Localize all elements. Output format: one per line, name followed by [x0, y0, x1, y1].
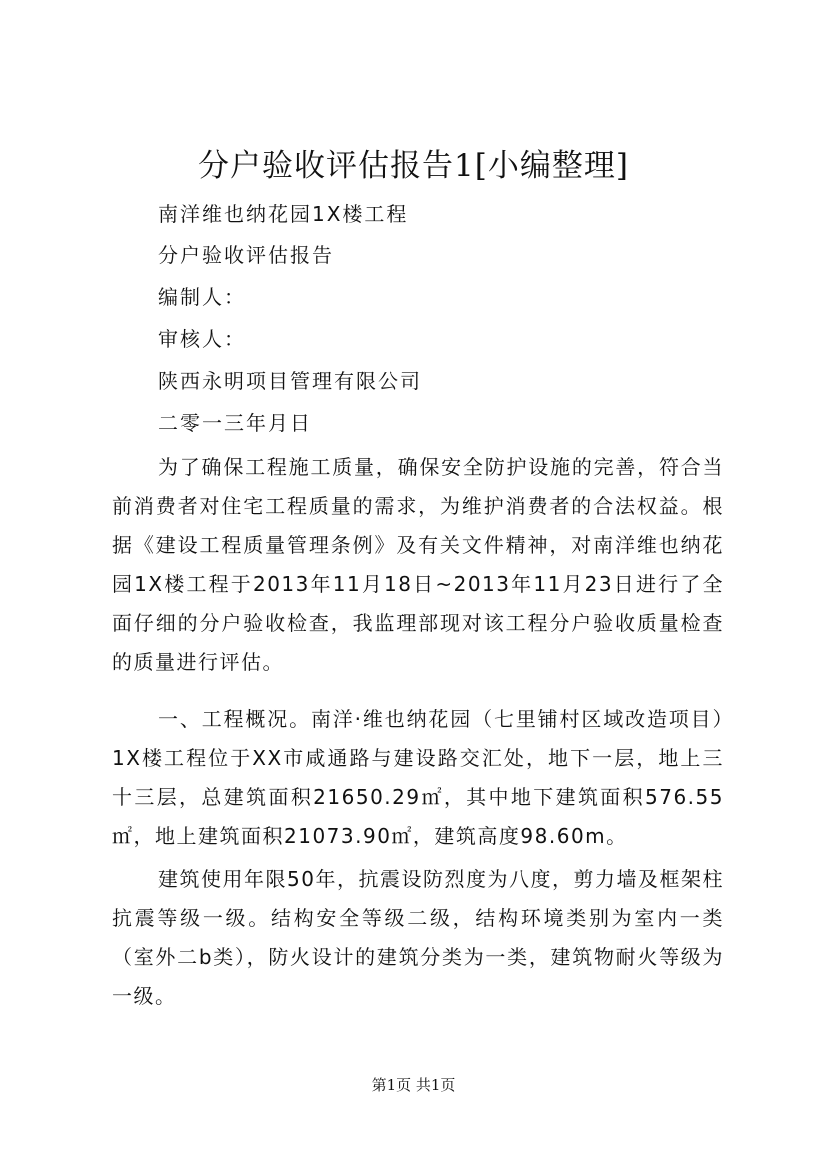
document-title: 分户验收评估报告1[小编整理] [198, 148, 629, 184]
report-name-line: 分户验收评估报告 [158, 243, 334, 267]
page-footer: 第1页 共1页 [371, 1076, 456, 1094]
reviewer-line: 审核人： [158, 327, 246, 351]
compiler-line: 编制人： [158, 285, 246, 309]
company-line: 陕西永明项目管理有限公司 [158, 369, 422, 393]
date-line: 二零一三年月日 [158, 411, 312, 435]
paragraph-building-specs: 建筑使用年限50年，抗震设防烈度为八度，剪力墙及框架柱抗震等级一级。结构安全等级二级，结构环境类别为室内一类（室外二b类），防火设计的建筑分类为一类，建筑物耐火等级为一级。 [112, 867, 724, 1008]
paragraph-project-overview: 一、工程概况。南洋·维也纳花园（七里铺村区域改造项目）1X楼工程位于XX市咸通路与建设路交汇处，地下一层，地上三十三层，总建筑面积21650.29㎡，其中地下建筑面积576.55㎡，地上建筑面积21073.90㎡，建筑高度98.60m。 [112, 707, 724, 848]
project-name-line: 南洋维也纳花园1X楼工程 [158, 202, 409, 226]
paragraph-purpose: 为了确保工程施工质量，确保安全防护设施的完善，符合当前消费者对住宅工程质量的需求，为维护消费者的合法权益。根据《建设工程质量管理条例》及有关文件精神，对南洋维也纳花园1X楼工程于2013年11月18日~2013年11月23日进行了全面仔细的分户验收检查，我监理部现对该工程分户验收质量检查的质量进行评估。 [112, 455, 724, 674]
